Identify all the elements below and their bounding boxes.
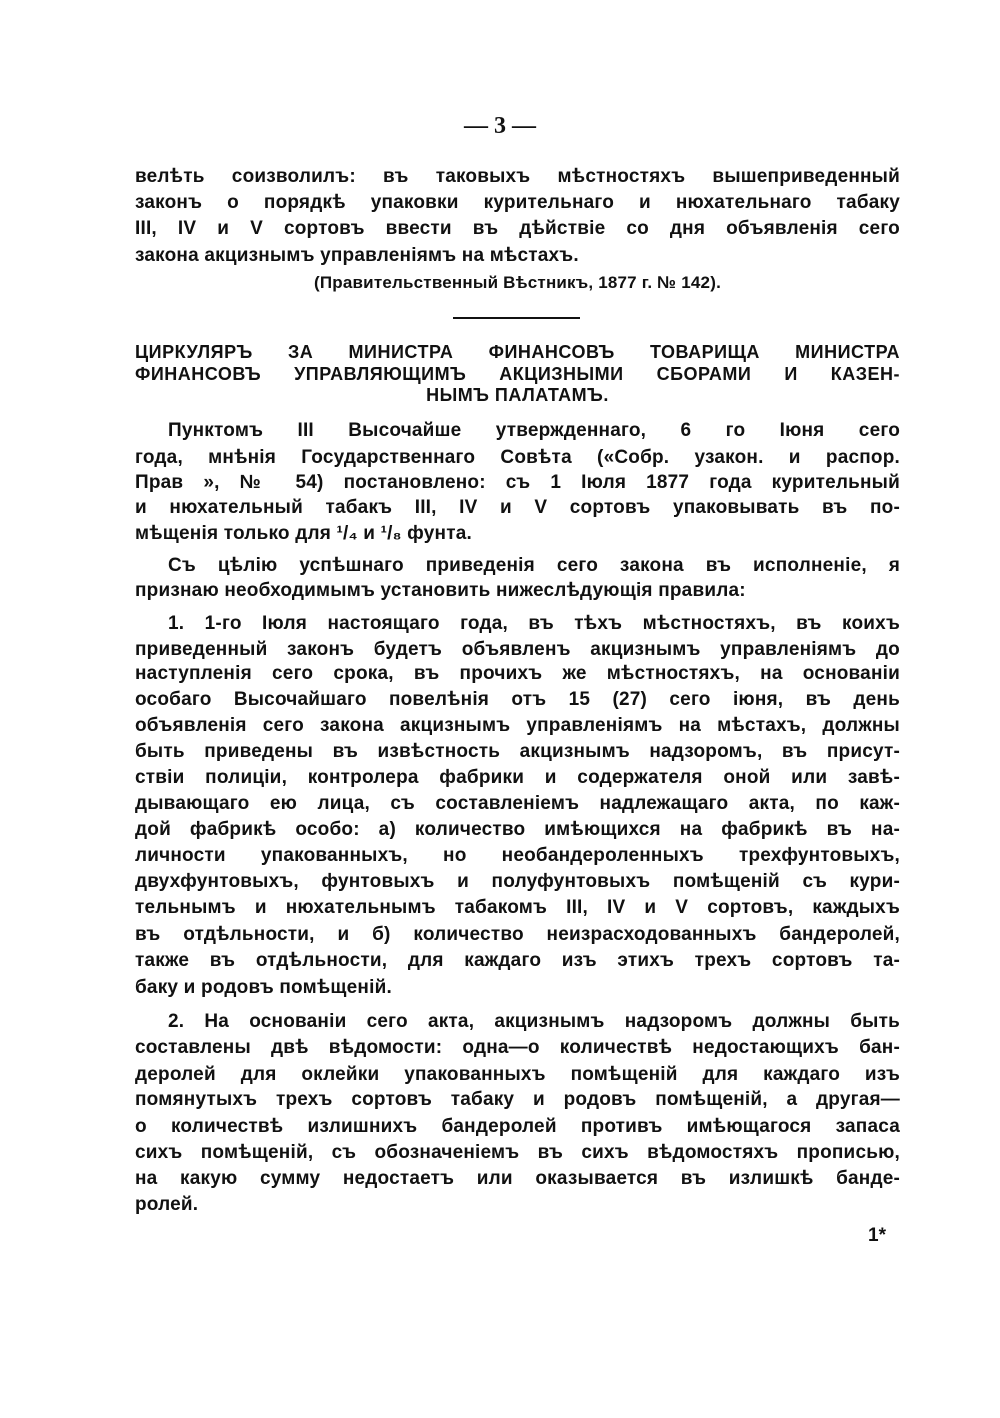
text-line: сихъ помѣщеній, съ обозначеніемъ въ сихъ вѣдомостяхъ прописью, xyxy=(135,1142,900,1163)
text-line: 1. 1-го Іюля настоящаго года, въ тѣхъ мѣстностяхъ, въ коихъ xyxy=(168,613,900,634)
text-line: Пунктомъ III Высочайше утвержденнаго, 6 го Іюня сего xyxy=(168,420,900,441)
text-line: закона акцизнымъ управленіямъ на мѣстахъ. xyxy=(135,245,579,266)
text-line: на какую сумму недостаетъ или оказывается въ излишкѣ банде- xyxy=(135,1168,900,1189)
heading-line: ФИНАНСОВЪ УПРАВЛЯЮЩИМЪ АКЦИЗНЫМИ СБОРАМИ И КАЗЕН- xyxy=(135,364,900,384)
text-line: особаго Высочайшаго повелѣнія отъ 15 (27) сего іюня, въ день xyxy=(135,689,900,710)
text-line: деролей для оклейки упакованныхъ помѣщеній для каждаго изъ xyxy=(135,1064,900,1085)
text-line: дывающаго ею лица, съ составленіемъ надлежащаго акта, по каж- xyxy=(135,793,900,814)
text-line: о количествѣ излишнихъ бандеролей противъ имѣющагося запаса xyxy=(135,1116,900,1137)
text-line: быть приведены въ извѣстность акцизнымъ надзоромъ, въ присут- xyxy=(135,741,900,762)
text-line: велѣть соизволилъ: въ таковыхъ мѣстностяхъ вышеприведенный xyxy=(135,166,900,187)
heading-line: ЦИРКУЛЯРЪ ЗА МИНИСТРА ФИНАНСОВЪ ТОВАРИЩА МИНИСТРА xyxy=(135,342,900,362)
text-line: года, мнѣнія Государственнаго Совѣта («Собр. узакон. и распор. xyxy=(135,447,900,468)
text-line: въ отдѣльности, и б) количество неизрасходованныхъ бандеролей, xyxy=(135,924,900,945)
text-line: личности упакованныхъ, но необандероленныхъ трехфунтовыхъ, xyxy=(135,845,900,866)
heading-line: НЫМЪ ПАЛАТАМЪ. xyxy=(426,385,609,405)
text-line: также въ отдѣльности, для каждаго изъ этихъ трехъ сортовъ та- xyxy=(135,950,900,971)
text-line: двухфунтовыхъ, фунтовыхъ и полуфунтовыхъ помѣщеній съ кури- xyxy=(135,871,900,892)
text-line: объявленія сего закона акцизнымъ управленіямъ на мѣстахъ, должны xyxy=(135,715,900,736)
text-line: и нюхательный табакъ III, IV и V сортовъ упаковывать въ по- xyxy=(135,497,900,518)
text-line: 2. На основаніи сего акта, акцизнымъ надзоромъ должны быть xyxy=(168,1011,900,1032)
text-line: Прав », № 54) постановлено: съ 1 Іюля 1877 года курительный xyxy=(135,472,900,493)
text-line: наступленія сего срока, въ прочихъ же мѣстностяхъ, на основаніи xyxy=(135,663,900,684)
text-line: тельнымъ и нюхательнымъ табакомъ III, IV и V сортовъ, каждыхъ xyxy=(135,897,900,918)
page-number: — 3 — xyxy=(464,113,536,139)
text-line: Съ цѣлію успѣшнаго приведенія сего закона въ исполненіе, я xyxy=(168,555,900,576)
text-line: признаю необходимымъ установить нижеслѣдующія правила: xyxy=(135,580,746,601)
signature-mark: 1* xyxy=(868,1225,886,1246)
text-line: законъ о порядкѣ упаковки курительнаго и нюхательнаго табаку xyxy=(135,192,900,213)
text-line: III, IV и V сортовъ ввести въ дѣйствіе со дня объявленія сего xyxy=(135,218,900,239)
citation: (Правительственный Вѣстникъ, 1877 г. № 142). xyxy=(314,273,721,292)
text-line: дой фабрикѣ особо: а) количество имѣющихся на фабрикѣ въ на- xyxy=(135,819,900,840)
text-line: мѣщенія только для ¹/₄ и ¹/₈ фунта. xyxy=(135,523,472,544)
text-line: составлены двѣ вѣдомости: одна—о количествѣ недостающихъ бан- xyxy=(135,1037,900,1058)
text-line: приведенный законъ будетъ объявленъ акцизнымъ управленіямъ до xyxy=(135,639,900,660)
text-line: ствіи полиціи, контролера фабрики и содержателя оной или завѣ- xyxy=(135,767,900,788)
text-line: ролей. xyxy=(135,1194,199,1215)
text-line: помянутыхъ трехъ сортовъ табаку и родовъ помѣщеній, а другая— xyxy=(135,1089,900,1110)
text-line: баку и родовъ помѣщеній. xyxy=(135,977,392,998)
section-divider xyxy=(453,317,580,319)
